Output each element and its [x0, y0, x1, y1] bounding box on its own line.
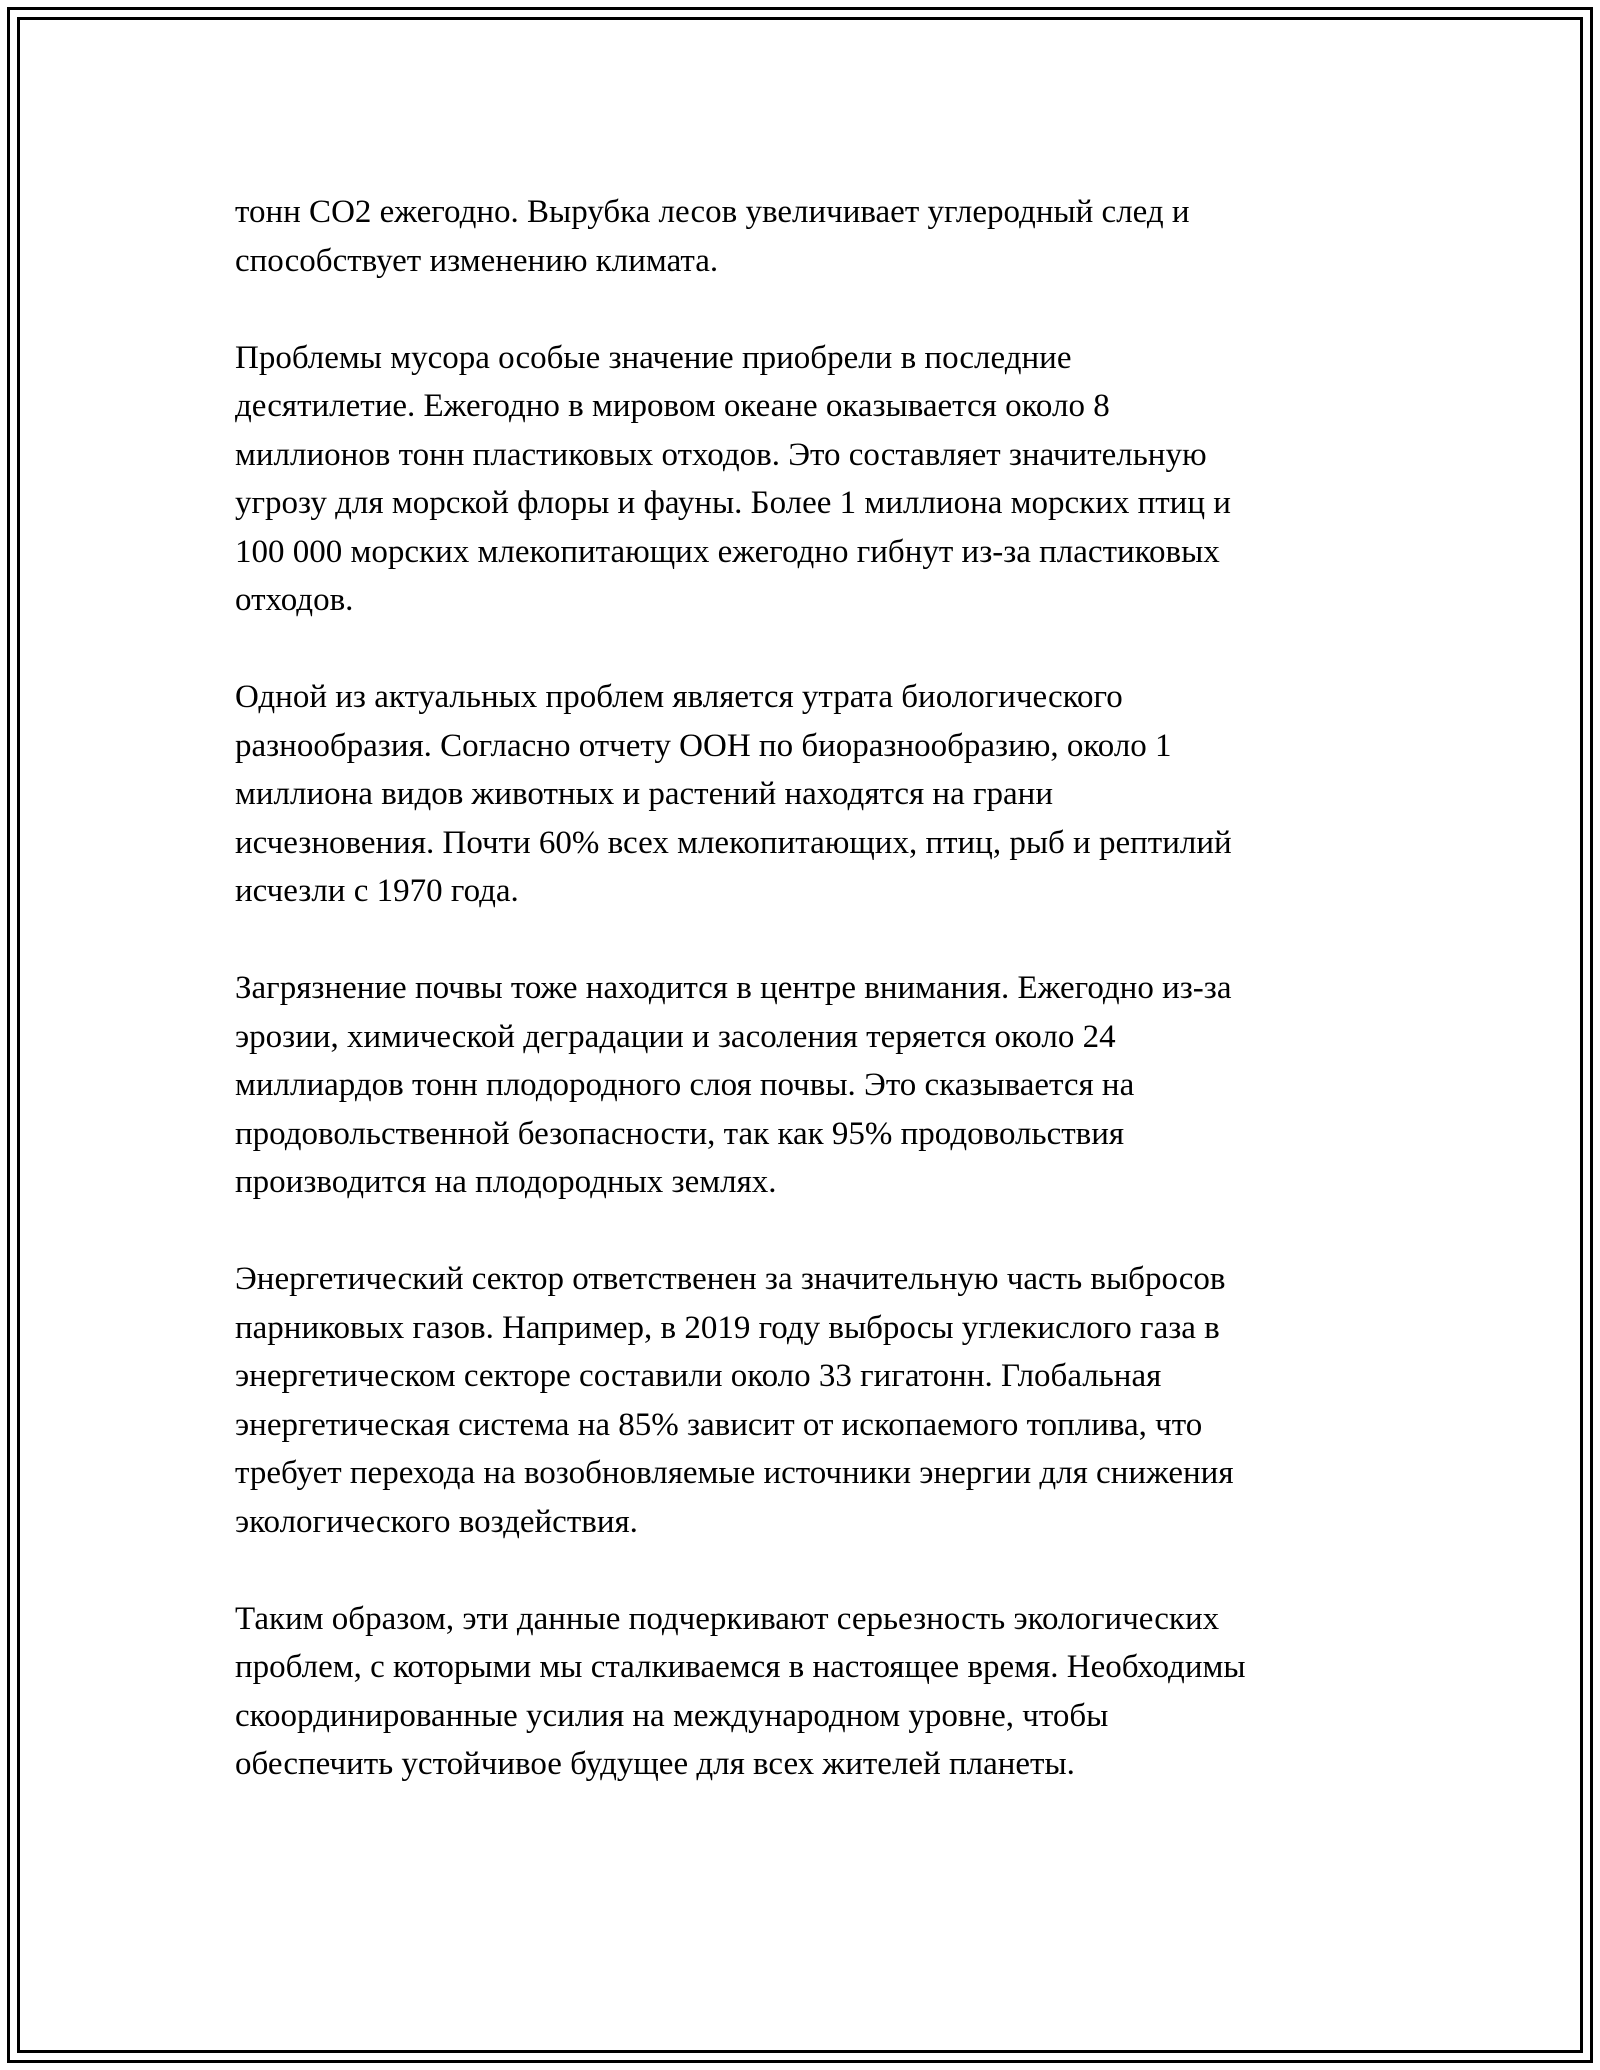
document-body [235, 188, 1385, 1837]
paragraph-plastic-waste: Проблемы мусора особые значение приобрели в последние десятилетие. Ежегодно в мировом океане оказывается около 8 миллионов тонн пластиковых отходов. Это составляет значительную угрозу для морской флоры и фауны. Более 1 миллиона морских птиц и 100 000 морских млекопитающих ежегодно гибнут из-за пластиковых отходов. [235, 339, 1231, 618]
paragraph-energy-sector: Энергетический сектор ответственен за значительную часть выбросов парниковых газов. Например, в 2019 году выбросы углекислого газа в энергетическом секторе составили около 33 гигатонн. Глобальная энергетическая система на 85% зависит от ископаемого топлива, что требует перехода на возобновляемые источники энергии для снижения экологического воздействия. [235, 1261, 1234, 1540]
paragraph-biodiversity: Одной из актуальных проблем является утрата биологического разнообразия. Согласно отчету ООН по биоразнообразию, около 1 миллиона видов животных и растений находятся на грани исчезновения. Почти 60% всех млекопитающих, птиц, рыб и рептилий исчезли с 1970 года. [235, 679, 1232, 909]
paragraph-conclusion: Таким образом, эти данные подчеркивают серьезность экологических проблем, с которыми мы сталкиваемся в настоящее время. Необходимы скоординированные усилия на международном уровне, чтобы обеспечить устойчивое будущее для всех жителей планеты. [235, 1600, 1246, 1782]
paragraph-soil-pollution: Загрязнение почвы тоже находится в центре внимания. Ежегодно из-за эрозии, химической деградации и засоления теряется около 24 миллиардов тонн плодородного слоя почвы. Это сказывается на продовольственной безопасности, так как 95% продовольствия производится на плодородных землях. [235, 970, 1232, 1200]
paragraph-deforestation: тонн CO2 ежегодно. Вырубка лесов увеличивает углеродный след и способствует изменению климата. [235, 194, 1190, 279]
